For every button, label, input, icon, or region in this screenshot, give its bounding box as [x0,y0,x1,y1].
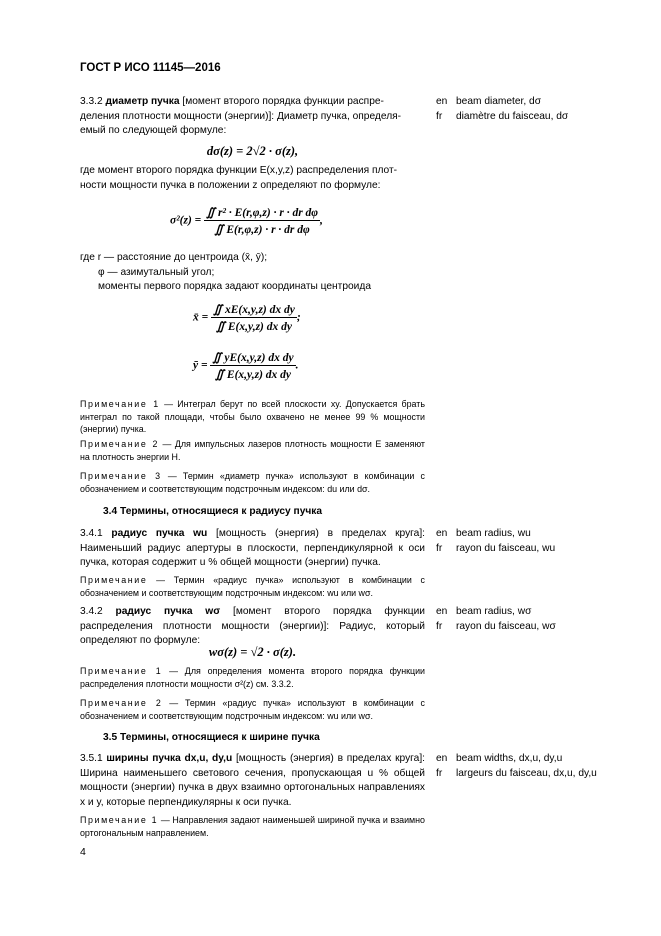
note-label: Примечание 2 [80,698,163,708]
term-fr: rayon du faisceau, wσ [456,621,556,632]
text-line: моменты первого порядка задают координаты центроида [98,281,371,293]
note-text: — Интеграл берут по всей плоскости xy. Допускается брать интеграл по такой площади, чтобы было охвачено не менее 99 % мощности (энергии) пучка. [80,399,425,435]
term-number: 3.3.2 [80,96,103,107]
note-text: — Направления задают наименьшей шириной пучка и взаимно ортогональным направлением. [80,815,425,838]
text-line: ности мощности пучка в положении z определяют по формуле: [80,179,381,191]
term-fr: rayon du faisceau, wu [456,543,556,554]
lang-fr: fr [436,543,443,554]
note-1 [80,814,425,839]
term-en: beam radius, wu [456,528,531,539]
formula-x-centroid: x̄ = $\frac{\text{∬ xE(x,y,z) dx dy}}{\text{∬ E(x,y,z) dx dy}}$ ; [193,304,301,333]
text-line: φ — азимутальный угол; [98,266,215,278]
section-heading: 3.5 Термины, относящиеся к ширине пучка [103,732,320,743]
lang-en: en [436,753,448,764]
numerator: ∬ xE(x,y,z) dx dy [213,304,295,316]
term-number: 3.4.2 [80,606,103,617]
term-name: диаметр пучка [105,96,180,107]
note [80,574,425,599]
note-text: — Термин «диаметр пучка» используют в комбинации с обозначением и соответствующим подстрочным индексом: du или dσ. [80,471,425,494]
term-text-line: деления плотности мощности (энергии)]: Диаметр пучка, определя- [80,110,402,122]
term-name: ширины пучка dx,u, dy,u [106,753,233,764]
term-en: beam widths, dx,u, dy,u [456,753,563,764]
lang-fr: fr [436,768,443,779]
note-1 [80,665,425,690]
note-text: — Для импульсных лазеров плотность мощности E заменяют на плотность энергии H. [80,439,425,462]
note-text: — Термин «радиус пучка» используют в комбинации с обозначением и соответствующим подстрочным индексом: wu или wσ. [80,575,425,598]
formula-radius: wσ(z) = √2 · σ(z). [208,645,297,659]
note-3 [80,470,425,495]
note-1 [80,398,425,436]
fraction [211,302,297,333]
numerator: ∬ r² · E(r,φ,z) · r · dr dφ [206,207,319,219]
note-label: Примечание [80,575,148,585]
denominator: ∬ E(x,y,z) dx dy [214,369,292,381]
term-text: [мощность (энергия) в пределах круга]: Наименьший радиус апертуры в плоскости, перпендикулярной к оси пучка, которая содержит u % общей мощности (энергии) пучка. [80,528,425,569]
lang-fr: fr [436,111,443,122]
text-line: где r — расстояние до центроида (x̄, ȳ); [80,252,268,263]
lang-en: en [436,528,448,539]
fraction [210,350,295,381]
document-header: ГОСТ Р ИСО 11145—2016 [80,62,221,74]
note-label: Примечание 3 [80,471,162,481]
note-text: — Термин «радиус пучка» используют в комбинации с обозначением и соответствующим подстрочным индексом: wu или wσ. [80,698,425,721]
where-block [80,251,425,295]
denominator: ∬ E(x,y,z) dx dy [215,321,292,333]
term-name: радиус пучка wσ [115,606,221,617]
formula-lhs: x̄ = [193,311,209,324]
note-label: Примечание 1 [80,666,163,676]
formula-y-centroid: ȳ = $\frac{\text{∬ yE(x,y,z) dx dy}}{\text{∬ E(x,y,z) dx dy}}$ . [193,352,299,381]
term-text: [момент второго порядка функции распределения плотности мощности (энергии)]: Радиус, который определяют по формуле: [80,606,425,647]
formula-sigma-squared: σ²(z) = $\frac{\text{∬ r² · E(r,φ,z) · r · dr dφ}}{\text{∬ E(r,φ,z) · r · dr dφ}}$ , [170,207,323,236]
section-heading: 3.4 Термины, относящиеся к радиусу пучка [103,506,323,517]
term-3-5-1 [80,752,425,810]
note-text: — Для определения момента второго порядка функции распределения плотности мощности σ²(z) см. 3.3.2. [80,666,425,689]
term-3-4-2 [80,605,425,649]
page-number: 4 [80,846,86,858]
term-3-3-2 [80,95,425,139]
numerator: ∬ yE(x,y,z) dx dy [212,352,294,364]
term-text-line: емый по следующей формуле: [80,125,227,137]
note-label: Примечание 2 [80,439,159,449]
note-2 [80,697,425,722]
lang-fr: fr [436,621,443,632]
term-en: beam diameter, dσ [456,96,542,107]
after-formula-text [80,164,425,193]
term-name: радиус пучка wu [111,528,208,539]
formula-lhs: ȳ = [193,359,208,372]
lang-en: en [436,606,448,617]
term-number: 3.5.1 [80,753,103,764]
note-label: Примечание 1 [80,399,160,409]
denominator: ∬ E(r,φ,z) · r · dr dφ [214,224,310,236]
lang-en: en [436,96,448,107]
text-line: где момент второго порядка функции E(x,y,z) распределения плот- [80,165,398,176]
note-label: Примечание 1 [80,815,159,825]
term-fr: largeurs du faisceau, dx,u, dy,u [456,768,597,779]
note-2 [80,438,425,463]
term-3-4-1 [80,527,425,571]
term-en: beam radius, wσ [456,606,532,617]
term-number: 3.4.1 [80,528,103,539]
formula-diameter: dσ(z) = 2√2 · σ(z), [206,144,299,158]
term-text-line: [момент второго порядка функции распре- [182,96,384,107]
term-text: [мощность (энергия) в пределах круга]: Ширина наименьшего светового сечения, пропускающая u % общей мощности (энергии) пучка в двух взаимно ортогональных направлениях x и y, которые перпендикулярны к оси пучка. [80,753,425,808]
formula-lhs: σ²(z) = [170,214,202,227]
term-fr: diamètre du faisceau, dσ [456,111,569,122]
fraction [204,205,320,236]
